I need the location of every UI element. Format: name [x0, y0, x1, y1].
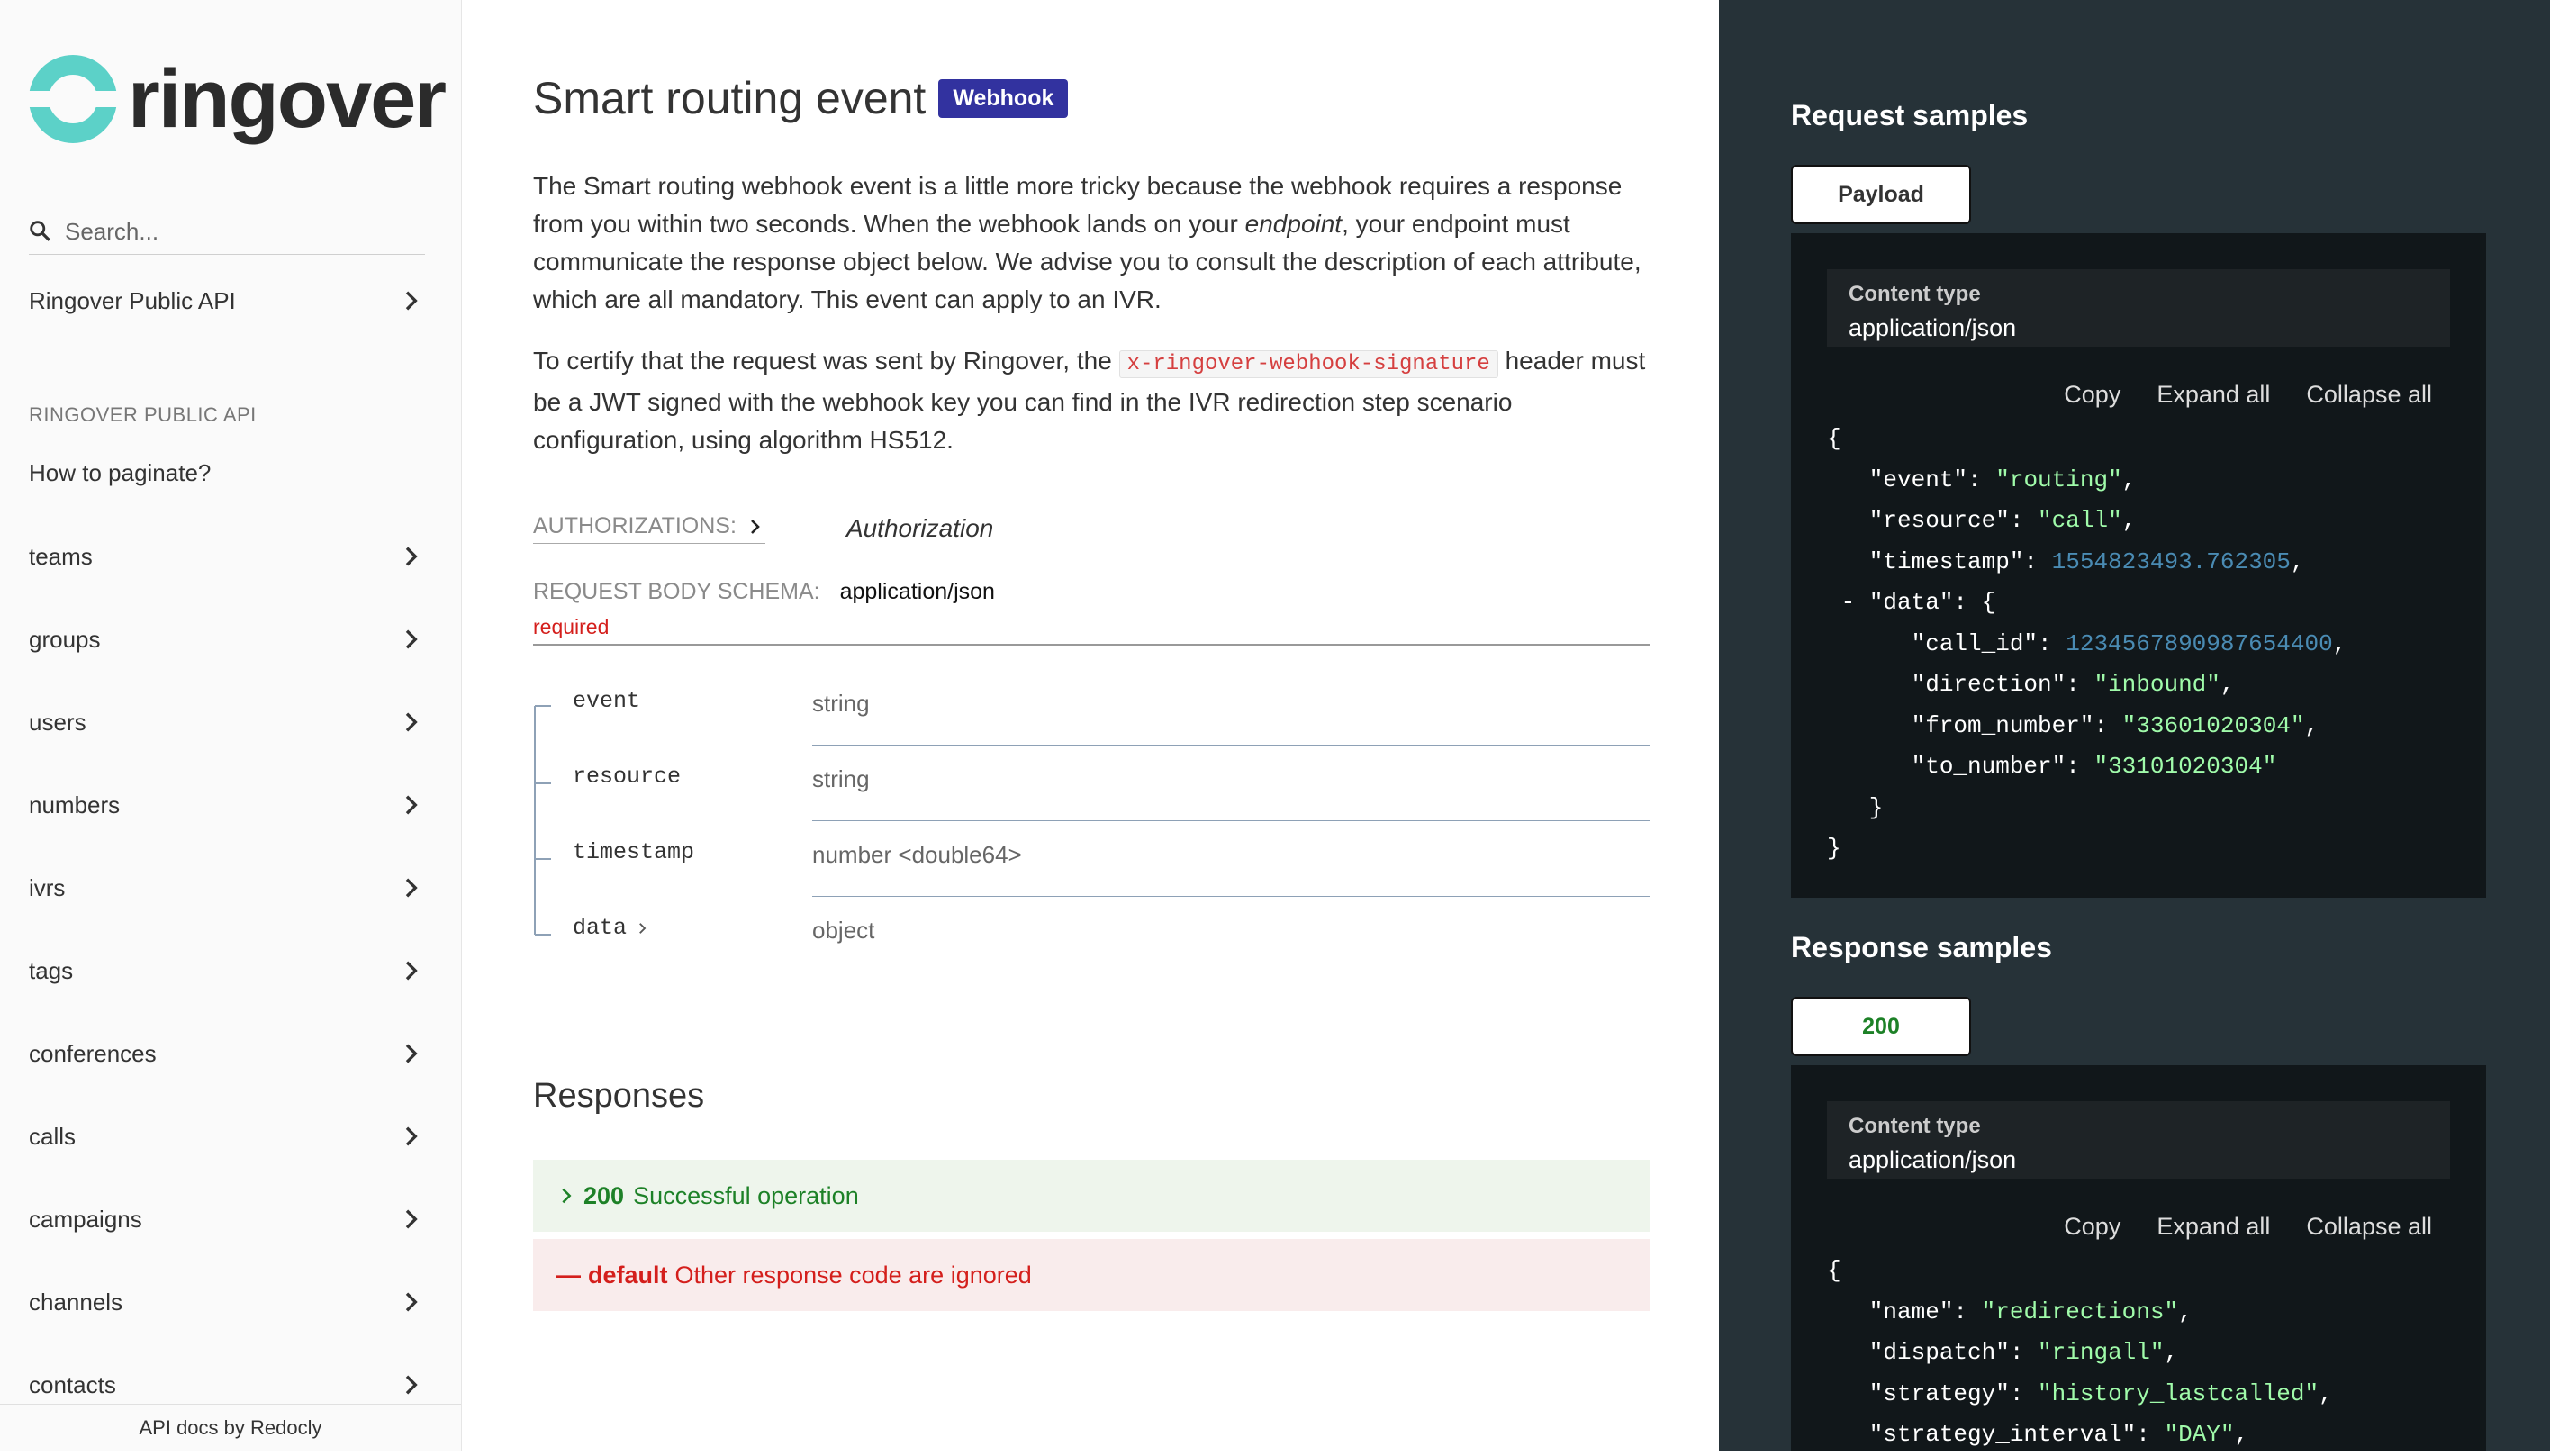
property-type: string: [812, 690, 870, 717]
json-line: "timestamp": 1554823493.762305,: [1827, 547, 2305, 575]
json-line: "event": "routing",: [1827, 466, 2137, 493]
request-samples-heading: Request samples: [1791, 99, 2029, 131]
sidebar-item-label: groups: [29, 625, 101, 653]
json-line: "name": "redirections",: [1827, 1298, 2193, 1325]
json-value: inbound: [2108, 671, 2207, 698]
property-row-resource: [533, 746, 1650, 821]
json-line: - "data": {: [1840, 589, 1996, 616]
response-default-toggle[interactable]: [533, 1239, 1650, 1311]
json-value: 1234567890987654400: [2066, 629, 2333, 657]
request-json-code: [1827, 419, 2347, 870]
main-content: [462, 0, 1719, 1451]
chevron-right-icon: [396, 791, 425, 819]
property-row-timestamp: [533, 821, 1650, 897]
response-sample-box: [1791, 1065, 2486, 1451]
json-line: "strategy": "history_lastcalled",: [1827, 1379, 2333, 1407]
json-value: 33101020304: [2108, 753, 2263, 780]
chevron-right-icon: [744, 516, 765, 538]
json-line: "from_number": "33601020304",: [1827, 711, 2319, 739]
sidebar-item-ivrs[interactable]: [29, 873, 425, 902]
expand-all-button[interactable]: Expand all: [2157, 1213, 2271, 1240]
property-type: number <double64>: [812, 841, 1022, 868]
sidebar-item-label: tags: [29, 956, 74, 984]
chevron-right-icon: [396, 286, 425, 315]
property-type: string: [812, 765, 870, 792]
collapse-all-button[interactable]: Collapse all: [2306, 381, 2432, 408]
tree-line: [533, 821, 551, 897]
json-line: "call_id": 1234567890987654400,: [1827, 629, 2347, 657]
webhook-badge: Webhook: [938, 79, 1068, 118]
sidebar-item-label: Ringover Public API: [29, 286, 236, 314]
content-type-label: Content type: [1849, 1114, 1981, 1138]
responses-heading: Responses: [533, 1077, 705, 1115]
sidebar-item-campaigns[interactable]: [29, 1205, 425, 1234]
response-code: 200: [583, 1181, 625, 1209]
sidebar-item-users[interactable]: [29, 708, 425, 737]
signature-header-code: x-ringover-webhook-signature: [1119, 350, 1498, 378]
schema-label: REQUEST BODY SCHEMA:: [533, 579, 820, 604]
sidebar-item-label: users: [29, 708, 86, 736]
property-name: event: [573, 688, 641, 714]
json-value: 1554823493.762305: [2051, 547, 2291, 575]
schema-divider: [533, 644, 1650, 646]
collapse-all-button[interactable]: Collapse all: [2306, 1213, 2432, 1240]
json-string: "routing": [1995, 466, 2122, 493]
ringover-logo-icon: [29, 55, 117, 143]
sidebar-item-label: conferences: [29, 1039, 157, 1067]
content-type-box: [1827, 269, 2450, 347]
chevron-right-icon: [396, 1370, 425, 1399]
content-type-value: application/json: [1849, 1146, 2017, 1173]
chevron-right-icon: [396, 1122, 425, 1151]
sidebar-item-label: contacts: [29, 1370, 116, 1398]
json-value: redirections: [1995, 1298, 2165, 1325]
redocly-credit-link[interactable]: API docs by Redocly: [0, 1404, 461, 1451]
json-line: "to_number": "33101020304": [1827, 753, 2277, 780]
sidebar-item-label: campaigns: [29, 1205, 142, 1233]
content-type-box: [1827, 1101, 2450, 1179]
search-input[interactable]: [63, 217, 409, 247]
required-label: required: [533, 615, 610, 638]
json-string: "call": [2038, 507, 2122, 534]
tab-payload[interactable]: Payload: [1791, 165, 1971, 224]
chevron-right-icon: [396, 956, 425, 985]
content-type-value: application/json: [1849, 314, 2017, 341]
property-name: resource: [573, 764, 682, 790]
property-row-data[interactable]: [533, 897, 1650, 972]
json-line: {: [1827, 425, 1841, 452]
property-type: object: [812, 917, 875, 944]
chevron-right-icon: [396, 1039, 425, 1068]
tree-line: [533, 746, 551, 821]
property-name-expandable[interactable]: [573, 915, 650, 941]
json-value: history_lastcalled: [2051, 1379, 2305, 1407]
sidebar: [0, 0, 462, 1451]
request-body-schema: [533, 579, 995, 605]
response-description: Other response code are ignored: [674, 1261, 1032, 1289]
property-name: data: [573, 915, 628, 941]
chevron-right-icon: [396, 1205, 425, 1234]
samples-panel: [1719, 0, 2550, 1451]
description-text: The Smart routing webhook event is a little more tricky because the webhook requires a response from you within two seconds. When the webhook lands on your: [533, 172, 1623, 238]
logo-wordmark: ringover: [128, 52, 446, 145]
property-row-event: [533, 670, 1650, 746]
response-200-toggle[interactable]: [533, 1160, 1650, 1232]
json-line: "strategy_interval": "DAY",: [1827, 1421, 2249, 1448]
tab-200[interactable]: 200: [1791, 997, 1971, 1056]
description-paragraph: [533, 167, 1650, 319]
chevron-right-icon: [396, 1288, 425, 1316]
tree-line: [533, 897, 551, 972]
description-text: , your endpoint must communicate the response object below. We advise you to consult the description of each attribute, which are all mandatory. This event can apply to an IVR.: [533, 210, 1641, 313]
json-value: routing: [2009, 466, 2109, 493]
collapse-toggle[interactable]: -: [1840, 589, 1856, 616]
sidebar-section-heading: RINGOVER PUBLIC API: [29, 403, 257, 426]
json-line: "direction": "inbound",: [1827, 671, 2235, 698]
response-json-code: [1827, 1251, 2333, 1456]
chevron-right-icon: [396, 542, 425, 571]
signature-paragraph: [533, 342, 1650, 459]
authorizations-row: [533, 513, 993, 544]
sidebar-item-channels[interactable]: [29, 1288, 425, 1316]
json-value: 33601020304: [2136, 711, 2291, 739]
request-sample-box: [1791, 233, 2486, 898]
code-toolbar: [2064, 1213, 2432, 1241]
chevron-right-icon: [396, 873, 425, 902]
copy-button[interactable]: Copy: [2064, 1213, 2121, 1240]
sidebar-item-groups[interactable]: [29, 625, 425, 654]
page-header: [533, 72, 1068, 124]
sidebar-item-label: ivrs: [29, 873, 66, 901]
sidebar-item-paginate[interactable]: [29, 459, 425, 487]
sidebar-item-calls[interactable]: [29, 1122, 425, 1151]
authorizations-toggle[interactable]: [533, 513, 765, 544]
search-box: [29, 209, 425, 255]
sidebar-item-contacts[interactable]: [29, 1370, 425, 1399]
sidebar-item-label: teams: [29, 542, 93, 570]
description-emphasis: endpoint: [1244, 210, 1343, 238]
sidebar-item-tags[interactable]: [29, 956, 425, 985]
property-name: timestamp: [573, 839, 695, 865]
json-line: {: [1827, 1257, 1841, 1284]
response-description: Successful operation: [633, 1181, 859, 1209]
expand-all-button[interactable]: Expand all: [2157, 381, 2271, 408]
sidebar-item-ringover-public-api[interactable]: [29, 286, 425, 315]
signature-text: To certify that the request was sent by Ringover, the: [533, 347, 1119, 375]
copy-button[interactable]: Copy: [2064, 381, 2121, 408]
json-value: call: [2051, 507, 2109, 534]
json-line: }: [1827, 835, 1841, 862]
response-code: default: [588, 1261, 668, 1289]
chevron-right-icon: [396, 708, 425, 737]
sidebar-item-label: calls: [29, 1122, 77, 1150]
sidebar-item-label: numbers: [29, 791, 121, 818]
page-title: Smart routing event: [533, 73, 927, 123]
json-line: "dispatch": "ringall",: [1827, 1339, 2179, 1366]
search-icon: [29, 220, 52, 243]
chevron-right-icon: [396, 625, 425, 654]
sidebar-item-numbers[interactable]: [29, 791, 425, 819]
schema-content-type: application/json: [839, 579, 995, 604]
json-line: "resource": "call",: [1827, 507, 2137, 534]
code-toolbar: [2064, 381, 2432, 409]
sidebar-item-teams[interactable]: [29, 542, 425, 571]
authorization-value: Authorization: [845, 514, 994, 542]
ringover-logo[interactable]: [29, 50, 445, 149]
signature-text: header must be a JWT signed with the webhook key you can find in the IVR redirection step scenario configuration, using algorithm HS512.: [533, 347, 1646, 454]
chevron-right-icon: [556, 1186, 576, 1206]
sidebar-item-label: How to paginate?: [29, 459, 212, 486]
tree-line: [533, 670, 551, 746]
json-value: ringall: [2051, 1339, 2150, 1366]
chevron-right-icon: [634, 920, 650, 936]
authorizations-label: AUTHORIZATIONS:: [533, 513, 737, 538]
sidebar-item-conferences[interactable]: [29, 1039, 425, 1068]
sidebar-item-label: channels: [29, 1288, 123, 1316]
dash-icon: —: [556, 1261, 581, 1289]
json-line: }: [1827, 793, 1884, 821]
content-type-label: Content type: [1849, 282, 1981, 306]
response-samples-heading: Response samples: [1791, 931, 2052, 963]
json-value: DAY: [2178, 1421, 2220, 1448]
